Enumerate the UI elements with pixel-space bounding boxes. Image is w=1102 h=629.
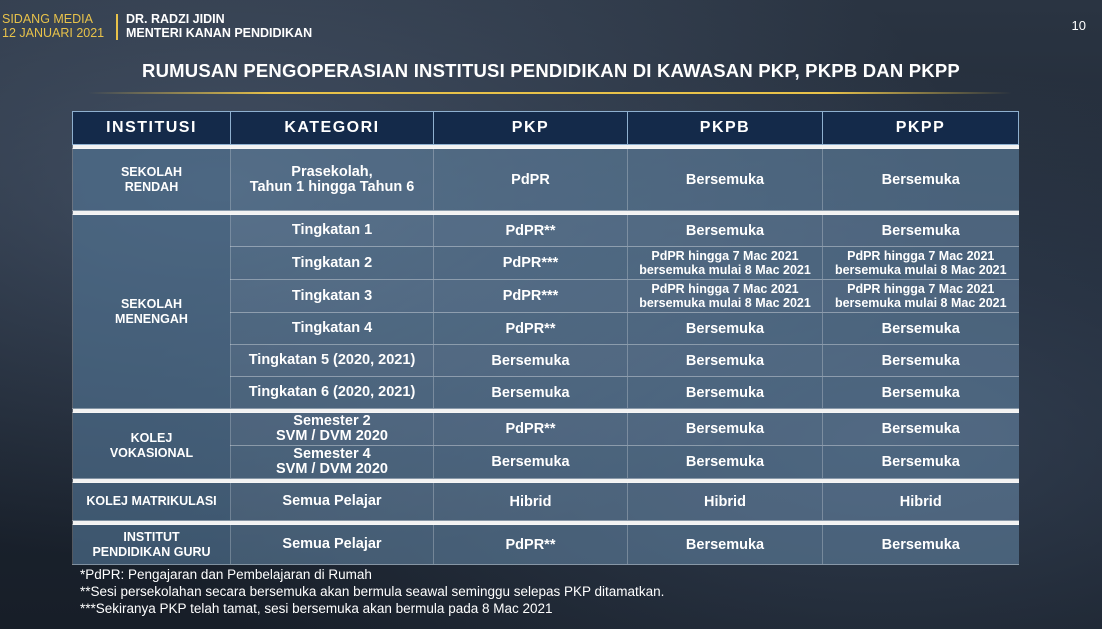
table-row: [73, 525, 1019, 565]
pkpp-cell: Bersemuka: [823, 313, 1019, 345]
pkp-cell: PdPR***: [434, 247, 628, 280]
speaker-name: DR. RADZI JIDIN: [126, 12, 225, 26]
table-header-row: [73, 112, 1019, 145]
pkpp-cell: Bersemuka: [823, 345, 1019, 377]
kategori-cell: Tingkatan 3: [231, 280, 434, 313]
operations-table: [72, 111, 1019, 565]
pkpb-cell: Bersemuka: [628, 313, 823, 345]
header-kategori: KATEGORI: [231, 112, 434, 145]
pkpp-cell: PdPR hingga 7 Mac 2021 bersemuka mulai 8 Mac 2021: [823, 247, 1019, 280]
pkpp-cell: Bersemuka: [823, 149, 1019, 211]
pkpb-cell: Bersemuka: [628, 149, 823, 211]
pkpp-cell: Bersemuka: [823, 215, 1019, 247]
speaker-role: MENTERI KANAN PENDIDIKAN: [126, 26, 313, 40]
pkp-cell: PdPR**: [434, 525, 628, 565]
pkpp-cell: Bersemuka: [823, 413, 1019, 446]
institusi-cell: SEKOLAH RENDAH: [73, 149, 231, 211]
pkp-cell: Bersemuka: [434, 345, 628, 377]
pkpp-cell: PdPR hingga 7 Mac 2021 bersemuka mulai 8 Mac 2021: [823, 280, 1019, 313]
pkpb-cell: Bersemuka: [628, 377, 823, 409]
pkpb-cell: Bersemuka: [628, 525, 823, 565]
pkp-cell: Bersemuka: [434, 446, 628, 479]
kategori-cell: Semester 4 SVM / DVM 2020: [231, 446, 434, 479]
table-row: [73, 413, 1019, 446]
header-institusi: INSTITUSI: [73, 112, 231, 145]
pkp-cell: Hibrid: [434, 483, 628, 521]
pkpb-cell: Bersemuka: [628, 413, 823, 446]
pkp-cell: PdPR**: [434, 413, 628, 446]
header-pkp: PKP: [434, 112, 628, 145]
pkpp-cell: Bersemuka: [823, 446, 1019, 479]
speaker-label: [126, 12, 312, 40]
kategori-cell: Tingkatan 1: [231, 215, 434, 247]
kategori-cell: Tingkatan 5 (2020, 2021): [231, 345, 434, 377]
title-underline: [88, 92, 1012, 94]
header-pkpb: PKPB: [628, 112, 823, 145]
header-divider: [116, 14, 118, 40]
pkp-cell: PdPR***: [434, 280, 628, 313]
pkpb-cell: Hibrid: [628, 483, 823, 521]
event-label: [2, 12, 104, 40]
table-row: [73, 149, 1019, 211]
table-row: [73, 483, 1019, 521]
footnote: ***Sekiranya PKP telah tamat, sesi bersemuka akan bermula pada 8 Mac 2021: [80, 601, 553, 616]
pkpp-cell: Hibrid: [823, 483, 1019, 521]
kategori-cell: Semua Pelajar: [231, 483, 434, 521]
slide-header: [0, 12, 1102, 44]
pkpb-cell: PdPR hingga 7 Mac 2021 bersemuka mulai 8 Mac 2021: [628, 247, 823, 280]
pkp-cell: PdPR**: [434, 215, 628, 247]
header-pkpp: PKPP: [823, 112, 1019, 145]
slide-title: RUMUSAN PENGOPERASIAN INSTITUSI PENDIDIKAN DI KAWASAN PKP, PKPB DAN PKPP: [142, 60, 960, 81]
kategori-cell: Prasekolah, Tahun 1 hingga Tahun 6: [231, 149, 434, 211]
pkpb-cell: PdPR hingga 7 Mac 2021 bersemuka mulai 8 Mac 2021: [628, 280, 823, 313]
pkpb-cell: Bersemuka: [628, 446, 823, 479]
pkpp-cell: Bersemuka: [823, 377, 1019, 409]
footnotes: [80, 566, 664, 617]
institusi-cell: SEKOLAH MENENGAH: [73, 215, 231, 409]
page-number: 10: [1071, 18, 1086, 33]
pkp-cell: PdPR**: [434, 313, 628, 345]
pkp-cell: Bersemuka: [434, 377, 628, 409]
footnote: **Sesi persekolahan secara bersemuka akan bermula seawal seminggu selepas PKP ditamatkan.: [80, 584, 665, 599]
kategori-cell: Tingkatan 6 (2020, 2021): [231, 377, 434, 409]
kategori-cell: Semua Pelajar: [231, 525, 434, 565]
kategori-cell: Semester 2 SVM / DVM 2020: [231, 413, 434, 446]
institusi-cell: KOLEJ MATRIKULASI: [73, 483, 231, 521]
institusi-cell: KOLEJ VOKASIONAL: [73, 413, 231, 479]
kategori-cell: Tingkatan 4: [231, 313, 434, 345]
event-date: 12 JANUARI 2021: [2, 26, 105, 40]
pkpb-cell: Bersemuka: [628, 345, 823, 377]
kategori-cell: Tingkatan 2: [231, 247, 434, 280]
institusi-cell: INSTITUT PENDIDIKAN GURU: [73, 525, 231, 565]
table-row: [73, 215, 1019, 247]
pkpb-cell: Bersemuka: [628, 215, 823, 247]
pkp-cell: PdPR: [434, 149, 628, 211]
footnote: *PdPR: Pengajaran dan Pembelajaran di Rumah: [80, 567, 372, 582]
event-name: SIDANG MEDIA: [2, 12, 93, 26]
pkpp-cell: Bersemuka: [823, 525, 1019, 565]
